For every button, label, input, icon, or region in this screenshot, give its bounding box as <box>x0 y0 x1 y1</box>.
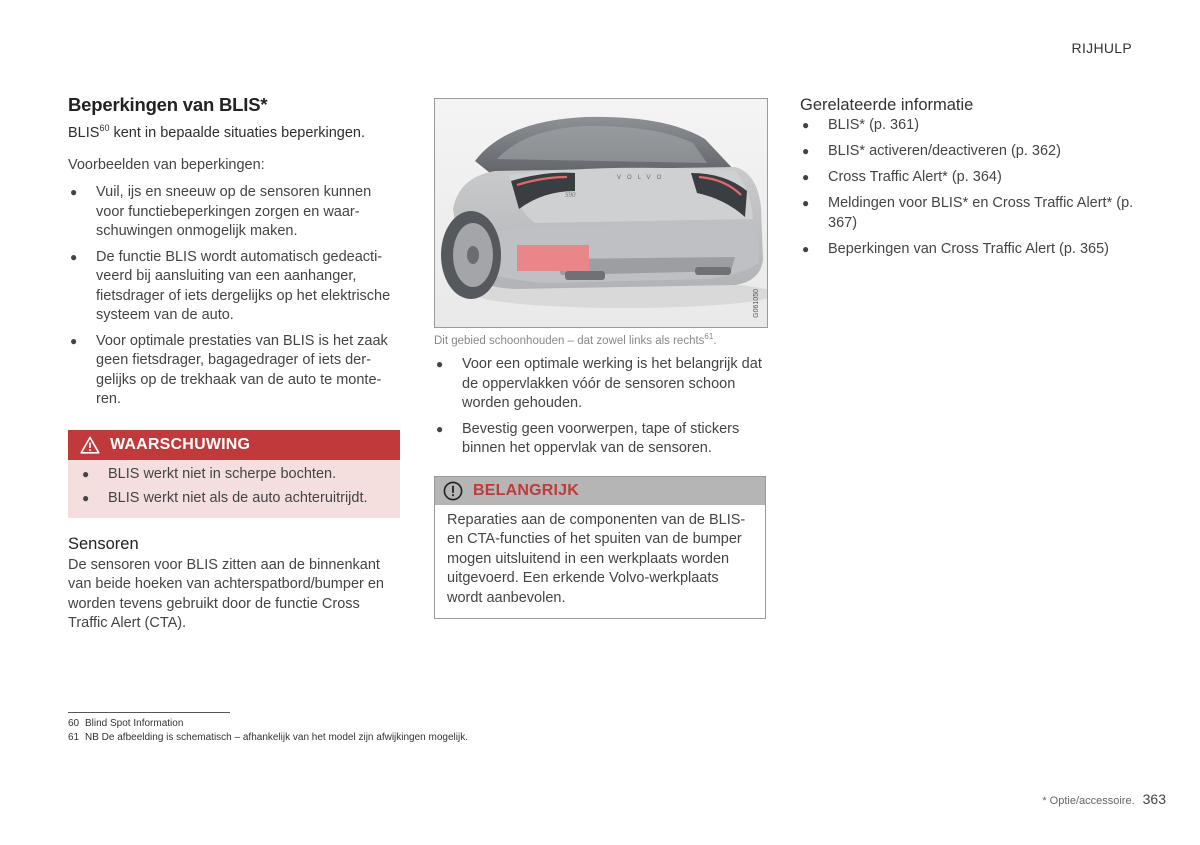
related-links-list <box>800 116 1140 259</box>
svg-text:S90: S90 <box>565 191 576 199</box>
related-link-cta-limitations[interactable]: ● Beperkingen van Cross Traffic Alert (p. 365) <box>802 240 1110 257</box>
list-item: ● Voor optimale prestaties van BLIS is het zaak geen fietsdrager, bagagedrager of iets dergelijks op de trekhaak van de auto te monteren. <box>70 332 388 407</box>
warning-label: WAARSCHUWING <box>110 435 251 453</box>
related-link-messages[interactable]: ● Meldingen voor BLIS* en Cross Traffic Alert* (p. 367) <box>802 195 1134 231</box>
warning-list <box>80 465 388 509</box>
list-item: ● Bevestig geen voorwerpen, tape of stickers binnen het oppervlak van de sensoren. <box>436 420 740 456</box>
footnote-ref-60[interactable]: 60 <box>99 123 110 134</box>
list-item: ● BLIS werkt niet in scherpe bochten. <box>82 465 337 482</box>
warning-triangle-icon <box>80 436 100 454</box>
list-item: ● Vuil, ijs en sneeuw op de sensoren kunnen voor functiebeperkingen zorgen en waarschuwingen onmogelijk maken. <box>70 184 372 239</box>
important-text: Reparaties aan de componenten van de BLIS- en CTA-functies of het spuiten van de bumper mogen uitsluitend in een werkplaats worden uitgevoerd. Een erkende Volvo-werkplaats wordt aanbevolen. <box>447 511 746 606</box>
svg-text:VOLVO: VOLVO <box>617 175 668 181</box>
figure-caption: Dit gebied schoonhouden – dat zowel links als rechts$^{61}$. <box>434 332 717 347</box>
middle-column <box>434 98 766 619</box>
related-link-cta[interactable]: ● Cross Traffic Alert* (p. 364) <box>802 169 1002 185</box>
footnotes <box>68 717 468 745</box>
exclamation-circle-icon <box>443 481 463 501</box>
sensors-heading: Sensoren <box>68 534 139 553</box>
footnote-ref-61[interactable]: 61 <box>704 332 714 342</box>
sensor-zone-highlight <box>517 245 589 271</box>
list-item: ● De functie BLIS wordt automatisch gedeactiveerd bij aansluiting van een aanhanger, fietsdrager of iets dergelijks op het elektrische systeem van de auto. <box>70 248 391 323</box>
related-link-blis[interactable]: ● BLIS* (p. 361) <box>802 117 920 133</box>
left-column <box>68 94 400 634</box>
footnote-61: 61 NB De afbeelding is schematisch – afhankelijk van het model zijn afwijkingen mogelijk. <box>68 732 468 743</box>
warning-header <box>68 430 400 460</box>
option-note: * Optie/accessoire. <box>1042 795 1135 807</box>
footnote-60: 60 Blind Spot Information <box>68 718 184 729</box>
list-item: ● Voor een optimale werking is het belangrijk dat de oppervlakken vóór de sensoren schoon worden gehouden. <box>436 356 762 411</box>
page-title: Beperkingen van BLIS* <box>68 94 268 115</box>
intro-text: BLIS$^{60}$ kent in bepaalde situaties beperkingen. <box>68 123 365 141</box>
page-number: 363 <box>1142 791 1166 807</box>
car-rear-drawing <box>435 99 768 328</box>
page-footer <box>1042 791 1166 807</box>
cleaning-list <box>434 355 766 459</box>
related-link-blis-activate[interactable]: ● BLIS* activeren/deactiveren (p. 362) <box>802 143 1061 159</box>
list-item: ● BLIS werkt niet als de auto achteruitrijdt. <box>82 490 368 506</box>
figure-code: G061050 <box>753 289 760 318</box>
related-info-heading: Gerelateerde informatie <box>800 96 974 114</box>
warning-box <box>68 430 400 518</box>
important-label: BELANGRIJK <box>473 481 580 499</box>
right-column <box>800 94 1140 266</box>
important-header <box>435 477 765 505</box>
car-rear-illustration <box>434 98 768 328</box>
limitations-list <box>68 183 400 410</box>
important-box <box>434 476 766 620</box>
footnote-divider <box>68 712 230 713</box>
section-header: RIJHULP <box>1071 40 1132 56</box>
examples-label: Voorbeelden van beperkingen: <box>68 157 265 173</box>
sensors-text: De sensoren voor BLIS zitten aan de binnenkant van beide hoeken van achterspatbord/bumper en worden tevens gebruikt door de functie Cross Traffic Alert (CTA). <box>68 556 384 631</box>
